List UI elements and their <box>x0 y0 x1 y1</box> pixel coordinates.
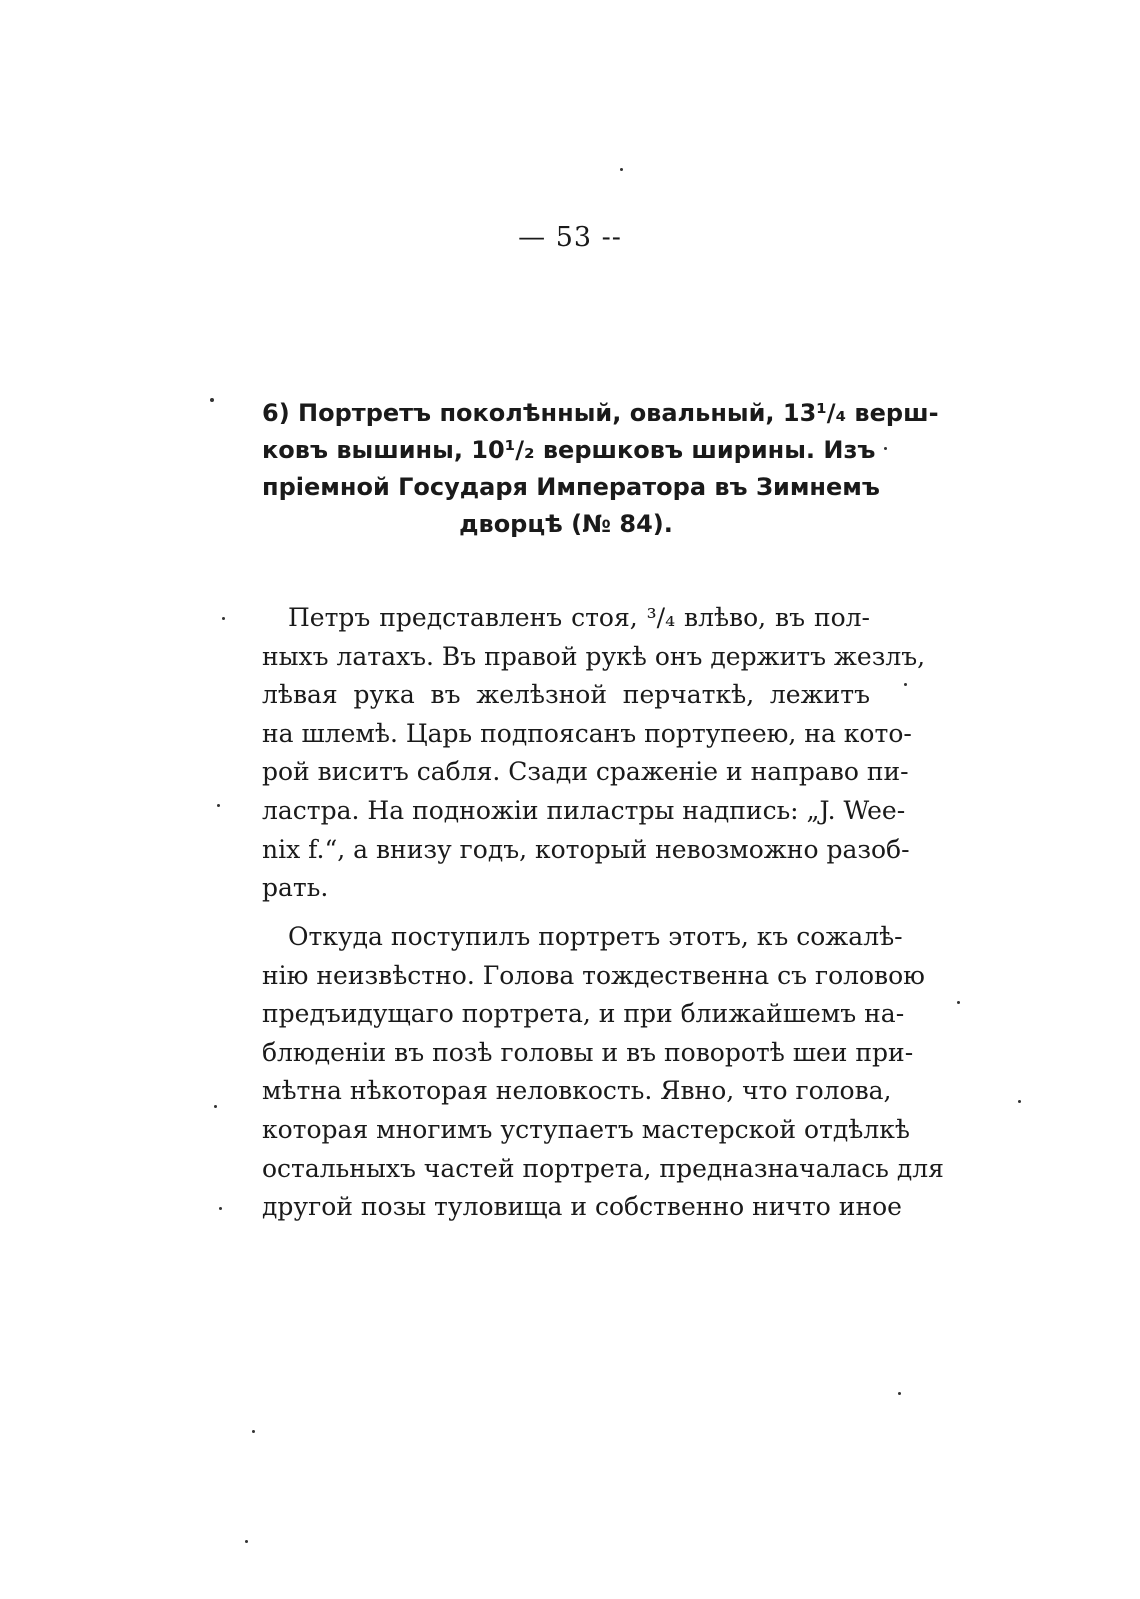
text-line: на шлемѣ. Царь подпоясанъ портупеею, на кото- <box>262 718 912 748</box>
scan-speck <box>217 804 220 807</box>
scan-speck <box>219 1207 222 1210</box>
scan-speck <box>214 1105 217 1108</box>
text-line: нію неизвѣстно. Голова тождественна съ головою <box>262 960 925 990</box>
entry-heading <box>262 395 939 543</box>
text-line: ныхъ латахъ. Въ правой рукѣ онъ держитъ жезлъ, <box>262 641 926 671</box>
text-line: ластра. На подножіи пиластры надпись: „J. Wee- <box>262 795 906 825</box>
scan-speck <box>620 168 623 171</box>
scan-speck <box>1018 1100 1021 1103</box>
text-line: другой позы туловища и собственно ничто иное <box>262 1192 902 1222</box>
text-line: рать. <box>262 873 329 903</box>
scan-speck <box>884 447 887 450</box>
text-line: предъидущаго портрета, и при ближайшемъ на- <box>262 999 905 1029</box>
text-line: лѣвая рука въ желѣзной перчаткѣ, лежитъ <box>262 680 870 710</box>
page-number: — 53 -- <box>518 222 622 253</box>
paragraph-provenance <box>262 918 944 1227</box>
text-line: мѣтна нѣкоторая неловкость. Явно, что голова, <box>262 1076 892 1106</box>
text-line: блюденіи въ позѣ головы и въ поворотѣ шеи при- <box>262 1037 914 1067</box>
scan-speck <box>898 1392 901 1395</box>
scan-speck <box>222 617 225 620</box>
text-line: остальныхъ частей портрета, предназначалась для <box>262 1153 944 1183</box>
text-line: Откуда поступилъ портретъ этотъ, къ сожалѣ- <box>288 922 903 951</box>
text-line: Петръ представленъ стоя, ³/₄ влѣво, въ пол- <box>288 603 870 632</box>
scan-speck <box>210 398 214 402</box>
paragraph-description <box>262 599 926 908</box>
scan-speck <box>904 683 907 686</box>
heading-line: пріемной Государя Императора въ Зимнемъ <box>262 473 880 501</box>
scan-speck <box>252 1430 255 1433</box>
scan-speck <box>957 1001 960 1004</box>
text-line: которая многимъ уступаетъ мастерской отдѣлкѣ <box>262 1114 910 1144</box>
heading-line: 6) Портретъ поколѣнный, овальный, 13¹/₄ верш- <box>262 399 939 427</box>
heading-line: дворцѣ (№ 84). <box>459 510 673 538</box>
scan-speck <box>245 1540 248 1543</box>
heading-line: ковъ вышины, 10¹/₂ вершковъ ширины. Изъ <box>262 436 876 464</box>
text-line: рой виситъ сабля. Сзади сраженіе и направо пи- <box>262 757 909 787</box>
text-line: nix f.“, а внизу годъ, который невозможно разоб- <box>262 834 910 864</box>
